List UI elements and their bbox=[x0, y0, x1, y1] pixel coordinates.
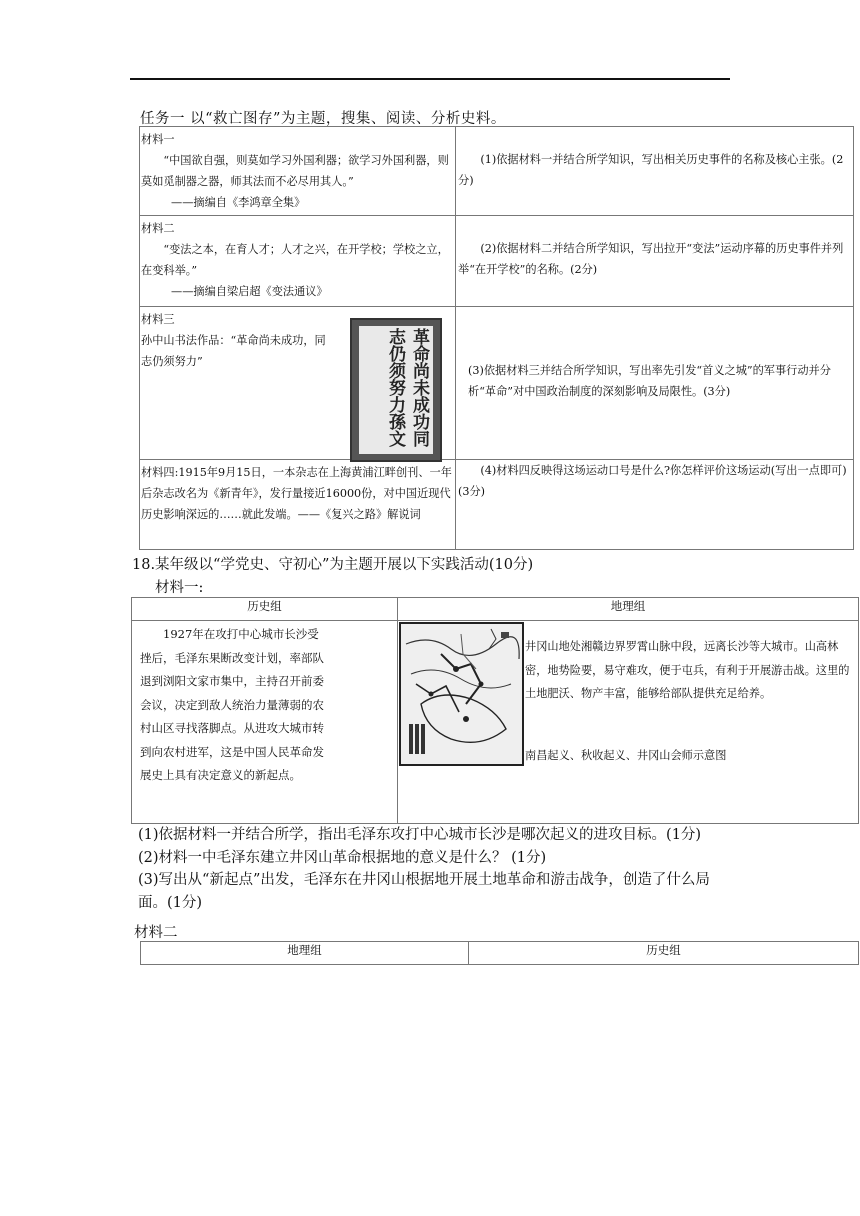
map-caption: 南昌起义、秋收起义、井冈山会师示意图 bbox=[525, 749, 727, 762]
question1-cell bbox=[456, 127, 854, 216]
question4-cell bbox=[456, 460, 854, 550]
geography-group-header: 地理组 bbox=[398, 598, 859, 621]
material2-source: ——摘编自梁启超《变法通议》 bbox=[171, 285, 328, 298]
question2-text: (2)依据材料二并结合所学知识，写出拉开“变法”运动序幕的历史事件并列举“在开学校”的名称。(2分) bbox=[458, 242, 844, 276]
task1-title: 任务一 以“救亡图存”为主题，搜集、阅读、分析史料。 bbox=[140, 111, 506, 127]
material1-quote: “中国欲自强，则莫如学习外国利器；欲学习外国利器，则莫如觅制器之器，师其法而不必尽用其人。” bbox=[141, 154, 449, 188]
q18-title: 18.某年级以“学党史、守初心”为主题开展以下实践活动(10分) bbox=[132, 557, 534, 573]
question3-cell bbox=[456, 307, 854, 460]
q18-material2-label: 材料二 bbox=[134, 925, 178, 941]
top-rule bbox=[130, 78, 730, 80]
history-group-header: 历史组 bbox=[132, 598, 398, 621]
material4-quote: 1915年9月15日，一本杂志在上海黄浦江畔创刊、一年后杂志改名为《新青年》，发行量接近16000份，对中国近现代历史影响深远的……就此发端。——《复兴之路》解说词 bbox=[141, 466, 452, 521]
q18-question-1: (1)依据材料一并结合所学，指出毛泽东攻打中心城市长沙是哪次起义的进攻目标。(1分) bbox=[138, 827, 702, 843]
q18-questions bbox=[138, 824, 738, 914]
material2-table bbox=[140, 941, 859, 965]
material4-cell bbox=[140, 460, 456, 550]
geography-group-cell bbox=[398, 621, 859, 824]
q18-material1-label: 材料一: bbox=[155, 580, 204, 596]
question4-text: (4)材料四反映得这场运动口号是什么?你怎样评价这场运动(写出一点即可)(3分) bbox=[458, 464, 847, 498]
material1-cell bbox=[140, 127, 456, 216]
q18-table bbox=[131, 597, 859, 824]
material2-geography-header: 地理组 bbox=[141, 942, 469, 965]
q18-question-3: (3)写出从“新起点”出发，毛泽东在井冈山根据地开展土地革命和游击战争，创造了什么局面。(1分) bbox=[138, 872, 710, 911]
material4-label: 材料四: bbox=[141, 466, 179, 479]
geography-group-text: 井冈山地处湘赣边界罗霄山脉中段，远离长沙等大城市。山高林密，地势险要，易守难攻，便于屯兵，有利于开展游击战。这里的土地肥沃、物产丰富，能够给部队提供充足给养。 bbox=[525, 640, 850, 700]
q18-question-2: (2)材料一中毛泽东建立井冈山革命根据地的意义是什么？ (1分) bbox=[138, 849, 547, 866]
material2-quote: “变法之本，在育人才；人才之兴，在开学校；学校之立，在变科举。” bbox=[141, 243, 449, 277]
question1-text: (1)依据材料一并结合所学知识，写出相关历史事件的名称及核心主张。(2分) bbox=[458, 153, 844, 187]
question2-cell bbox=[456, 216, 854, 307]
route-map-image bbox=[399, 622, 524, 766]
history-group-text: 1927年在攻打中心城市长沙受挫后，毛泽东果断改变计划，率部队退到浏阳文家市集中，主持召开前委会议，决定到敌人统治力量薄弱的农村山区寻找落脚点。从进攻大城市转到向农村进军，这是中国人民革命发展史上具有决定意义的新起点。 bbox=[140, 627, 324, 782]
material4-text bbox=[141, 462, 453, 525]
material3-quote: 孙中山书法作品：“革命尚未成功，同志仍须努力” bbox=[141, 334, 326, 368]
task1-table bbox=[139, 126, 854, 550]
question3-text: (3)依据材料三并结合所学知识，写出率先引发“首义之城”的军事行动并分析“革命”对中国政治制度的深刻影响及局限性。(3分) bbox=[468, 364, 831, 398]
history-group-cell bbox=[132, 621, 398, 824]
material2-label: 材料二 bbox=[141, 222, 175, 235]
route-map-drawing bbox=[401, 624, 522, 764]
material2-history-header: 历史组 bbox=[469, 942, 859, 965]
material2-cell bbox=[140, 216, 456, 307]
calligraphy-text: 革命尚未成功同志仍须努力孫文 bbox=[359, 326, 433, 454]
material3-label: 材料三 bbox=[141, 313, 175, 326]
material1-source: ——摘编自《李鸿章全集》 bbox=[171, 196, 306, 209]
calligraphy-image bbox=[350, 318, 442, 462]
material1-label: 材料一 bbox=[141, 133, 175, 146]
